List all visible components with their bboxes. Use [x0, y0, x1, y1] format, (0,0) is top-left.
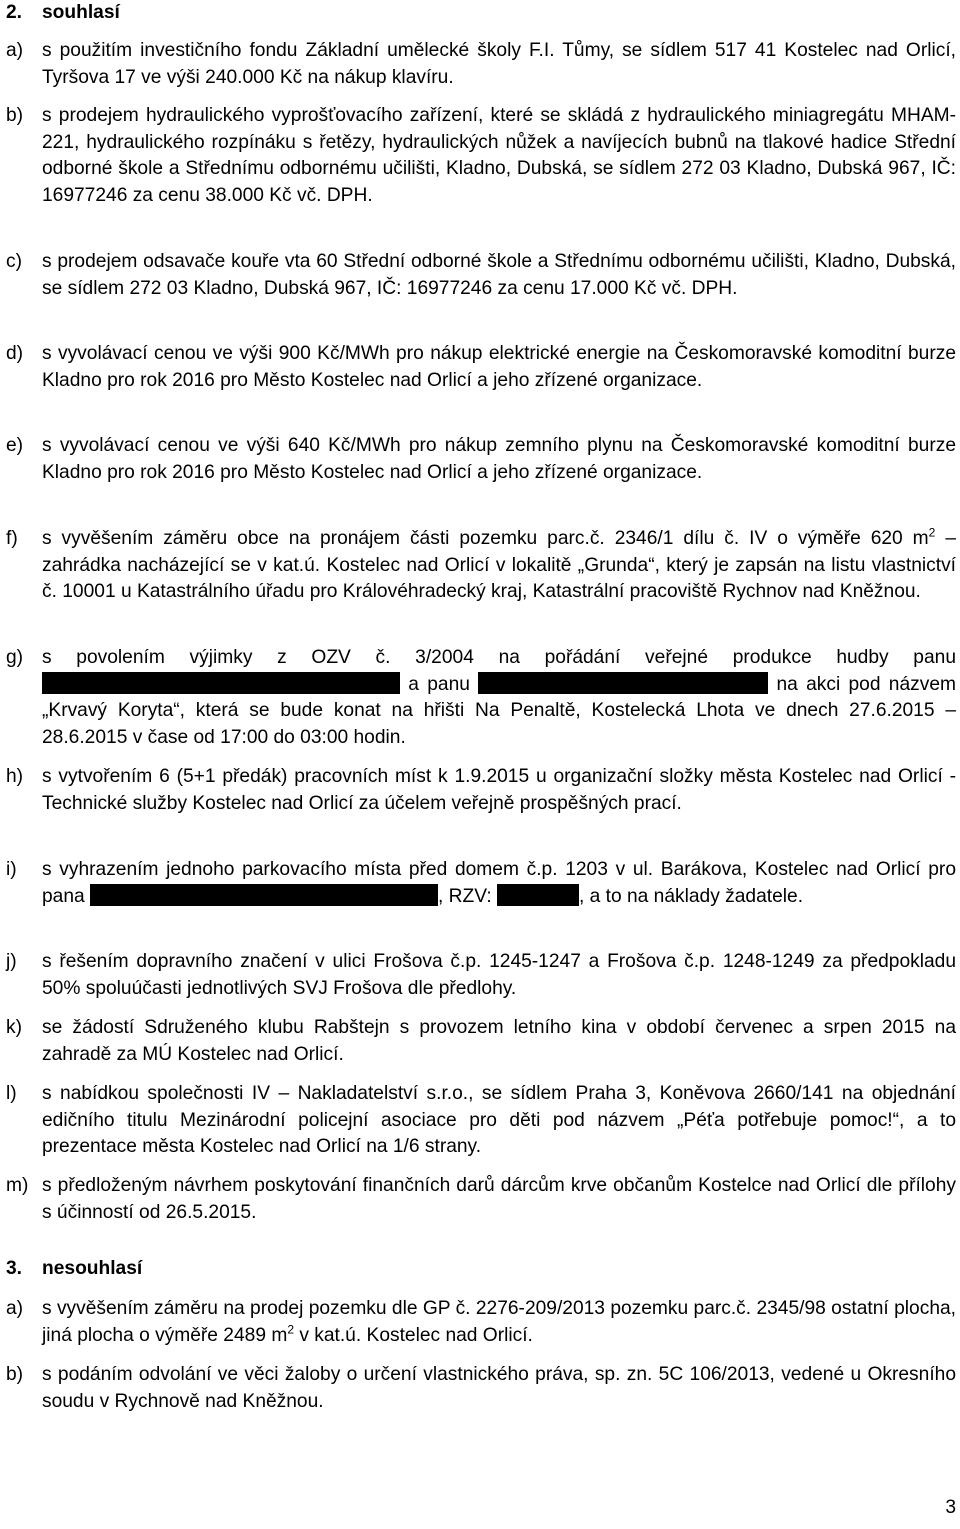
item-label: a) — [6, 40, 24, 61]
item-label: k) — [6, 1017, 22, 1038]
page-number: 3 — [945, 1497, 956, 1518]
list-item-2i — [6, 857, 958, 910]
item-label: f) — [6, 528, 18, 549]
section-2-heading — [6, 0, 120, 26]
section-number: 3. — [6, 1258, 23, 1279]
item-text: se žádostí Sdruženého klubu Rabštejn s provozem letního kina v období červenec a srpen 2015 na zahradě za MÚ Kostelec nad Orlicí. — [42, 1017, 956, 1065]
list-item-3b — [6, 1362, 958, 1415]
item-label: i) — [6, 859, 17, 880]
text-part: s vyvěšením záměru na prodej pozemku dle GP č. 2276-209/2013 pozemku parc.č. 2345/98 ostatní plocha, jiná plocha o výměře 2489 m — [42, 1298, 956, 1346]
item-label: g) — [6, 647, 24, 668]
item-label: a) — [6, 1298, 24, 1319]
item-label: e) — [6, 435, 24, 456]
superscript: 2 — [287, 1322, 294, 1337]
item-text: s vyvolávací cenou ve výši 640 Kč/MWh pro nákup zemního plynu na Českomoravské komoditní burze Kladno pro rok 2016 pro Město Kostelec nad Orlicí a jeho zřízené organizace. — [42, 435, 956, 483]
list-item-2k — [6, 1015, 958, 1068]
item-label: l) — [6, 1083, 17, 1104]
list-item-2h — [6, 764, 958, 817]
redaction-bar — [478, 672, 768, 694]
text-part: , RZV: — [438, 885, 498, 907]
superscript: 2 — [928, 525, 936, 540]
item-label: h) — [6, 766, 24, 787]
item-text: s vyvolávací cenou ve výši 900 Kč/MWh pro nákup elektrické energie na Českomoravské komoditní burze Kladno pro rok 2016 pro Město Kostelec nad Orlicí a jeho zřízené organizace. — [42, 343, 956, 391]
item-text: s nabídkou společnosti IV – Nakladatelství s.r.o., se sídlem Praha 3, Koněvova 2660/141 na objednání edičního titulu Mezinárodní policejní asociace pro děti pod názvem „Péťa potřebuje pomoc!“, a to prezentace města Kostelec nad Orlicí na 1/6 strany. — [42, 1083, 956, 1157]
list-item-2b — [6, 103, 958, 209]
item-label: j) — [6, 951, 17, 972]
text-part: – zahrádka nacházející se v kat.ú. Kostelec nad Orlicí v lokalitě „Grunda“, který je zapsán na listu vlastnictví č. 10001 u Katastrálního úřadu pro Královéhradecký kraj, Katastrální pracoviště Rychnov nad Kněžnou. — [42, 528, 956, 602]
list-item-2j — [6, 949, 958, 1002]
item-label: c) — [6, 251, 22, 272]
item-text: s předloženým návrhem poskytování finančních darů dárcům krve občanům Kostelce nad Orlicí dle přílohy s účinností od 26.5.2015. — [42, 1175, 956, 1223]
list-item-2g — [6, 645, 958, 751]
text-part: s povolením výjimky z OZV č. 3/2004 na pořádání veřejné produkce hudby panu — [42, 647, 956, 668]
list-item-2f — [6, 526, 958, 606]
item-text: s řešením dopravního značení v ulici Frošova č.p. 1245-1247 a Frošova č.p. 1248-1249 za předpokladu 50% spoluúčasti jednotlivých SVJ Frošova dle předlohy. — [42, 951, 956, 999]
redaction-bar — [42, 672, 400, 694]
list-item-2m — [6, 1173, 958, 1226]
section-title: souhlasí — [42, 2, 120, 23]
item-text — [42, 1296, 956, 1349]
list-item-2c — [6, 249, 958, 302]
redaction-bar — [90, 884, 438, 906]
text-part: na akci pod názvem „Krvavý Koryta“, která se bude konat na hřišti Na Penaltě, Kostelecká Lhota ve dnech 27.6.2015 – 28.6.2015 v čase od 17:00 do 03:00 hodin. — [42, 673, 956, 748]
section-3-heading — [6, 1256, 142, 1282]
list-item-2l — [6, 1081, 958, 1161]
text-part: s vyhrazením jednoho parkovacího místa před domem č.p. 1203 v ul. Barákova, Kostelec nad Orlicí pro pana — [42, 859, 956, 907]
item-text: s vytvořením 6 (5+1 předák) pracovních míst k 1.9.2015 u organizační složky města Kostelec nad Orlicí - Technické služby Kostelec nad Orlicí za účelem veřejně prospěšných prací. — [42, 766, 956, 814]
redaction-bar — [497, 884, 579, 906]
item-label: m) — [6, 1175, 29, 1196]
text-part: a panu — [400, 673, 479, 695]
text-part: v kat.ú. Kostelec nad Orlicí. — [294, 1324, 533, 1346]
item-text — [42, 857, 956, 910]
item-text: s prodejem odsavače kouře vta 60 Střední odborné škole a Střednímu odbornému učilišti, Kladno, Dubská, se sídlem 272 03 Kladno, Dubská 967, IČ: 16977246 za cenu 17.000 Kč vč. DPH. — [42, 251, 956, 299]
text-part: , a to na náklady žadatele. — [579, 885, 804, 907]
list-item-2e — [6, 433, 958, 486]
item-text — [42, 526, 956, 606]
section-number: 2. — [6, 2, 23, 23]
section-title: nesouhlasí — [42, 1258, 143, 1279]
text-part: s vyvěšením záměru obce na pronájem části pozemku parc.č. 2346/1 dílu č. IV o výměře 620 m — [42, 528, 929, 549]
item-label: d) — [6, 343, 24, 364]
item-text: s použitím investičního fondu Základní umělecké školy F.I. Tůmy, se sídlem 517 41 Kostelec nad Orlicí, Tyršova 17 ve výši 240.000 Kč na nákup klavíru. — [42, 40, 956, 88]
list-item-2a — [6, 38, 958, 91]
item-label: b) — [6, 105, 24, 126]
item-text — [42, 645, 956, 751]
item-text: s prodejem hydraulického vyprošťovacího zařízení, které se skládá z hydraulického miniagregátu MHAM-221, hydraulického rozpínáku s řetězy, hydraulických nůžek a navíjecích bubnů na tlakové hadice Střední odborné škole a Střednímu odbornému učilišti, Kladno, Dubská, se sídlem 272 03 Kladno, Dubská 967, IČ: 16977246 za cenu 38.000 Kč vč. DPH. — [42, 105, 956, 206]
list-item-2d — [6, 341, 958, 394]
item-label: b) — [6, 1364, 24, 1385]
item-text: s podáním odvolání ve věci žaloby o určení vlastnického práva, sp. zn. 5C 106/2013, vedené u Okresního soudu v Rychnově nad Kněžnou. — [42, 1364, 956, 1412]
list-item-3a — [6, 1296, 958, 1349]
